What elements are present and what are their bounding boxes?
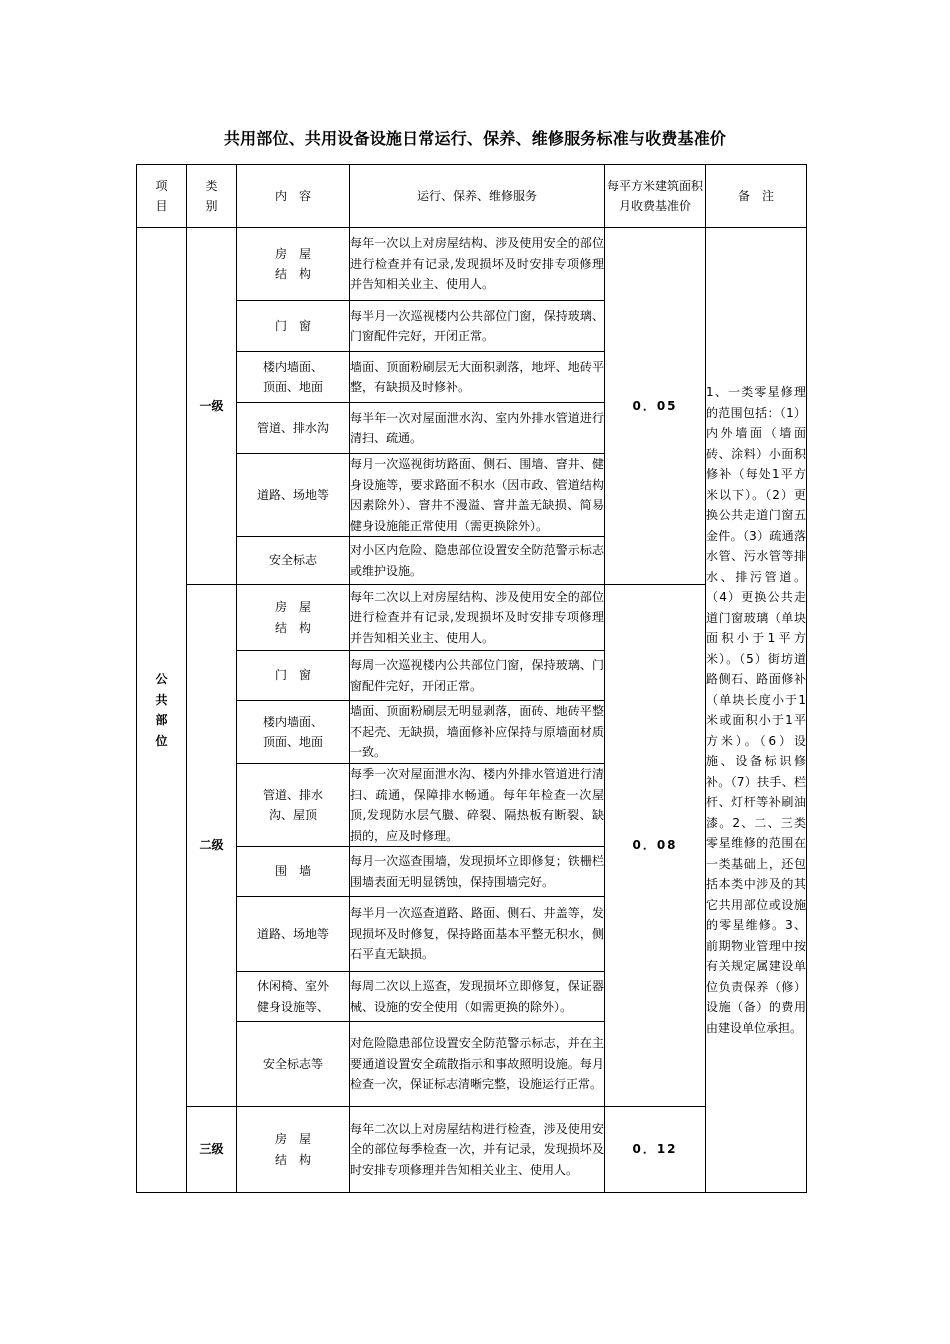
header-content: 内 容 [237,165,350,228]
service-cell: 每月一次巡视街坊路面、侧石、围墙、窨井、健身设施等，要求路面不积水（因市政、管道结构因素除外）、窨井不漫溢、窨井盖无缺损、简易健身设施能正常使用（需更换除外）。 [350,454,605,537]
fee-standard-table [136,164,807,1193]
service-cell: 每季一次对屋面泄水沟、楼内外排水管道进行清扫、疏通，保障排水畅通。每年年检查一次屋顶,发现防水层气臌、碎裂、隔热板有断裂、缺损的，应及时修理。 [350,764,605,847]
note-cell: 1、一类零星修理的范围包括：（1）内外墙面（墙面砖、涂料）小面积修补（每处1平方米以下）。（2）更换公共走道门窗五金件。（3）疏通落水管、污水管等排水、排污管道。（4）更换公共走道门窗玻璃（单块面积小于1平方米）。（5）街坊道路侧石、路面修补（单块长度小于1米或面积小于1平方米）。（6）设施、设备标识修补。（7）扶手、栏杆、灯杆等补刷油漆。2、二、三类零星维修的范围在一类基础上，还包括本类中涉及的其它共用部位或设施的零星维修。3、前期物业管理中按有关规定属建设单位负责保养（修）设施（备）的费用由建设单位承担。 [706,228,807,1193]
content-cell: 楼内墙面、 顶面、地面 [237,352,350,403]
header-level: 类 别 [187,165,237,228]
service-cell: 每周二次以上巡查，发现损坏立即修复，保证器械、设施的安全使用（如需更换的除外）。 [350,972,605,1022]
content-cell: 房 屋 结 构 [237,585,350,651]
page-title: 共用部位、共用设备设施日常运行、保养、维修服务标准与收费基准价 [223,129,727,148]
service-cell: 对小区内危险、隐患部位设置安全防范警示标志或维护设施。 [350,537,605,585]
table-header-row [137,165,807,228]
service-cell: 每月一次巡查围墙，发现损坏立即修复；铁栅栏围墙表面无明显锈蚀，保持围墙完好。 [350,847,605,897]
content-cell: 道路、场地等 [237,897,350,972]
header-price: 每平方米建筑面积月收费基准价 [605,165,706,228]
item-cell: 公 共 部 位 [137,228,187,1193]
header-item: 项 目 [137,165,187,228]
level-cell: 二级 [187,585,237,1107]
content-cell: 安全标志 [237,537,350,585]
service-cell: 每年一次以上对房屋结构、涉及使用安全的部位进行检查并有记录,发现损坏及时安排专项修理并告知相关业主、使用人。 [350,228,605,301]
service-cell: 墙面、顶面粉刷层无大面积剥落，地坪、地砖平整，有缺损及时修补。 [350,352,605,403]
level-cell: 三级 [187,1107,237,1193]
content-cell: 楼内墙面、 顶面、地面 [237,701,350,764]
header-note: 备 注 [706,165,807,228]
content-cell: 房 屋 结 构 [237,228,350,301]
price-cell: 0．05 [605,228,706,585]
price-cell: 0．12 [605,1107,706,1193]
content-cell: 围 墙 [237,847,350,897]
service-cell: 每半月一次巡查道路、路面、侧石、井盖等，发现损坏及时修复，保持路面基本平整无积水，侧石平直无缺损。 [350,897,605,972]
header-service: 运行、保养、维修服务 [350,165,605,228]
content-cell: 休闲椅、室外 健身设施等、 [237,972,350,1022]
price-cell: 0．08 [605,585,706,1107]
level-cell: 一级 [187,228,237,585]
content-cell: 安全标志等 [237,1022,350,1107]
service-cell: 对危险隐患部位设置安全防范警示标志，并在主要通道设置安全疏散指示和事故照明设施。每月检查一次，保证标志清晰完整，设施运行正常。 [350,1022,605,1107]
service-cell: 每半年一次对屋面泄水沟、室内外排水管道进行清扫、疏通。 [350,403,605,454]
content-cell: 门 窗 [237,301,350,352]
content-cell: 道路、场地等 [237,454,350,537]
service-cell: 墙面、顶面粉刷层无明显剥落，面砖、地砖平整不起壳、无缺损，墙面修补应保持与原墙面材质一致。 [350,701,605,764]
content-cell: 门 窗 [237,651,350,701]
service-cell: 每年二次以上对房屋结构、涉及使用安全的部位进行检查并有记录,发现损坏及时安排专项修理并告知相关业主、使用人。 [350,585,605,651]
content-cell: 房 屋 结 构 [237,1107,350,1193]
service-cell: 每周一次巡视楼内公共部位门窗，保持玻璃、门窗配件完好，开闭正常。 [350,651,605,701]
content-cell: 管道、排水沟 [237,403,350,454]
table-row [137,228,807,301]
service-cell: 每年二次以上对房屋结构进行检查，涉及使用安全的部位每季检查一次，并有记录，发现损坏及时安排专项修理并告知相关业主、使用人。 [350,1107,605,1193]
service-cell: 每半月一次巡视楼内公共部位门窗，保持玻璃、门窗配件完好，开闭正常。 [350,301,605,352]
content-cell: 管道、排水 沟、屋顶 [237,764,350,847]
